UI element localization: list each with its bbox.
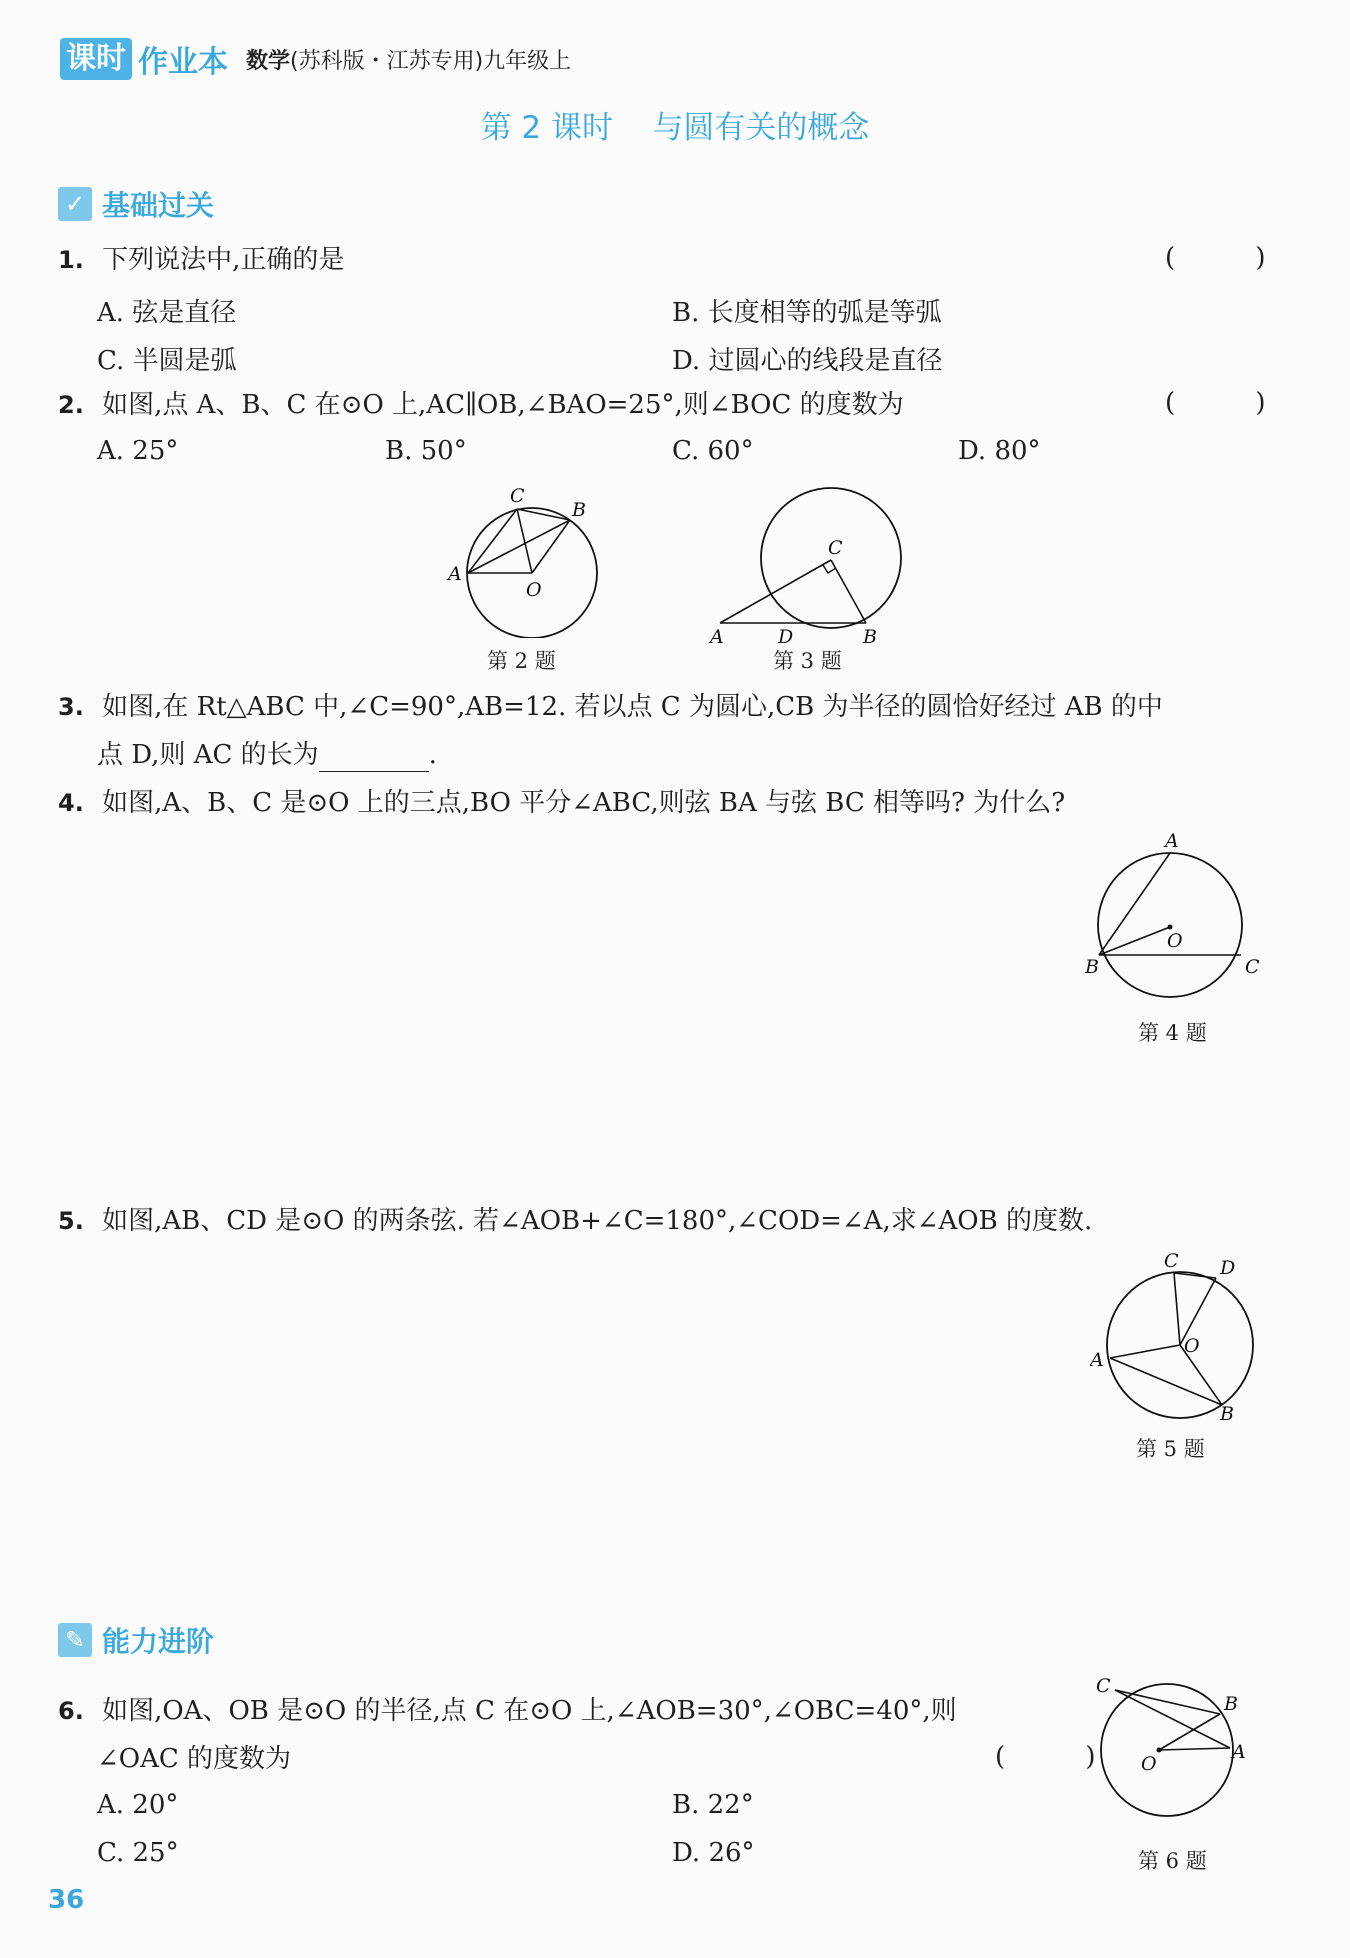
label-b: B bbox=[1220, 1403, 1234, 1425]
question-text: 如图,点 A、B、C 在⊙O 上,AC∥OB,∠BAO=25°,则∠BOC 的度数为 bbox=[102, 390, 904, 420]
question-number: 1. bbox=[58, 246, 84, 274]
option-b: B. 22° bbox=[672, 1790, 754, 1820]
answer-paren: ( ) bbox=[1165, 243, 1302, 273]
option-d: D. 80° bbox=[958, 436, 1041, 466]
figure-5 bbox=[1090, 1250, 1270, 1425]
label-b: B bbox=[863, 626, 877, 643]
section-advanced-title: 能力进阶 bbox=[102, 1625, 215, 1658]
question-number: 6. bbox=[58, 1697, 84, 1725]
figure-3-caption: 第 3 题 bbox=[773, 649, 842, 673]
pencil-icon: ✎ bbox=[58, 1623, 92, 1657]
answer-paren: ( ) bbox=[1165, 388, 1302, 418]
question-6-line2: ∠OAC 的度数为 bbox=[97, 1744, 292, 1774]
question-2 bbox=[58, 388, 904, 422]
option-a: A. 20° bbox=[97, 1790, 179, 1820]
figure-2 bbox=[440, 478, 610, 638]
option-c: C. 半圆是弧 bbox=[97, 346, 237, 376]
label-c: C bbox=[828, 537, 843, 559]
question-4 bbox=[58, 786, 1065, 820]
option-c: C. 25° bbox=[97, 1838, 179, 1868]
figure-4 bbox=[1085, 830, 1265, 1000]
figure-6 bbox=[1085, 1668, 1265, 1828]
question-number: 2. bbox=[58, 391, 84, 419]
option-b: B. 长度相等的弧是等弧 bbox=[672, 298, 942, 328]
option-b: B. 50° bbox=[385, 436, 467, 466]
label-d: D bbox=[1220, 1257, 1236, 1279]
label-a: A bbox=[1165, 830, 1179, 852]
figure-5-caption: 第 5 题 bbox=[1136, 1437, 1205, 1461]
question-number: 5. bbox=[58, 1207, 84, 1235]
page-number: 36 bbox=[48, 1885, 85, 1915]
label-c: C bbox=[1164, 1250, 1179, 1272]
option-a: A. 弦是直径 bbox=[97, 298, 237, 328]
logo-box: 课时 bbox=[60, 38, 132, 80]
section-advanced-header bbox=[58, 1620, 214, 1660]
answer-paren: ( ) bbox=[995, 1742, 1132, 1772]
option-c: C. 60° bbox=[672, 436, 754, 466]
subject-bold: 数学 bbox=[246, 48, 291, 74]
question-3-line2 bbox=[97, 738, 437, 772]
answer-blank[interactable] bbox=[319, 745, 429, 772]
figure-3 bbox=[700, 478, 920, 643]
section-basic-header bbox=[58, 184, 214, 224]
label-a: A bbox=[710, 626, 724, 643]
option-d: D. 过圆心的线段是直径 bbox=[672, 346, 943, 376]
question-number: 3. bbox=[58, 693, 84, 721]
question-text-line2: 点 D,则 AC 的长为 bbox=[97, 740, 319, 770]
question-number: 4. bbox=[58, 789, 84, 817]
figure-4-caption: 第 4 题 bbox=[1138, 1021, 1207, 1045]
question-text-end: . bbox=[428, 740, 437, 770]
label-a: A bbox=[448, 563, 462, 585]
question-5 bbox=[58, 1204, 1092, 1238]
question-text-line1: 如图,OA、OB 是⊙O 的半径,点 C 在⊙O 上,∠AOB=30°,∠OBC=40°,则 bbox=[102, 1696, 957, 1726]
header bbox=[60, 36, 571, 82]
option-a: A. 25° bbox=[97, 436, 179, 466]
question-text: 如图,A、B、C 是⊙O 上的三点,BO 平分∠ABC,则弦 BA 与弦 BC 相等吗? 为什么? bbox=[102, 788, 1066, 818]
lesson-title: 第 2 课时 与圆有关的概念 bbox=[480, 110, 870, 146]
question-text: 如图,AB、CD 是⊙O 的两条弦. 若∠AOB+∠C=180°,∠COD=∠A,求∠AOB 的度数. bbox=[102, 1206, 1093, 1236]
question-text: 下列说法中,正确的是 bbox=[102, 245, 345, 275]
subject-rest: (苏科版・江苏专用)九年级上 bbox=[290, 48, 572, 74]
label-b: B bbox=[572, 499, 586, 521]
subject-title bbox=[246, 44, 571, 75]
label-b: B bbox=[1224, 1693, 1238, 1715]
label-d: D bbox=[778, 626, 794, 643]
logo-text: 作业本 bbox=[138, 45, 228, 80]
label-b: B bbox=[1085, 956, 1099, 978]
label-a: A bbox=[1232, 1741, 1246, 1763]
label-o: O bbox=[1141, 1753, 1157, 1775]
figure-6-caption: 第 6 题 bbox=[1138, 1849, 1207, 1873]
question-6 bbox=[58, 1694, 957, 1728]
check-icon: ✓ bbox=[58, 187, 92, 221]
label-c: C bbox=[1245, 956, 1260, 978]
option-d: D. 26° bbox=[672, 1838, 755, 1868]
label-c: C bbox=[1096, 1675, 1111, 1697]
question-1 bbox=[58, 243, 344, 277]
label-o: O bbox=[1184, 1335, 1200, 1357]
section-basic-title: 基础过关 bbox=[102, 189, 215, 222]
label-o: O bbox=[526, 579, 542, 601]
label-o: O bbox=[1167, 930, 1183, 952]
question-3 bbox=[58, 690, 1163, 724]
label-c: C bbox=[510, 485, 525, 507]
label-a: A bbox=[1090, 1349, 1104, 1371]
question-text-line1: 如图,在 Rt△ABC 中,∠C=90°,AB=12. 若以点 C 为圆心,CB 为半径的圆恰好经过 AB 的中 bbox=[102, 692, 1163, 722]
figure-2-caption: 第 2 题 bbox=[487, 649, 556, 673]
